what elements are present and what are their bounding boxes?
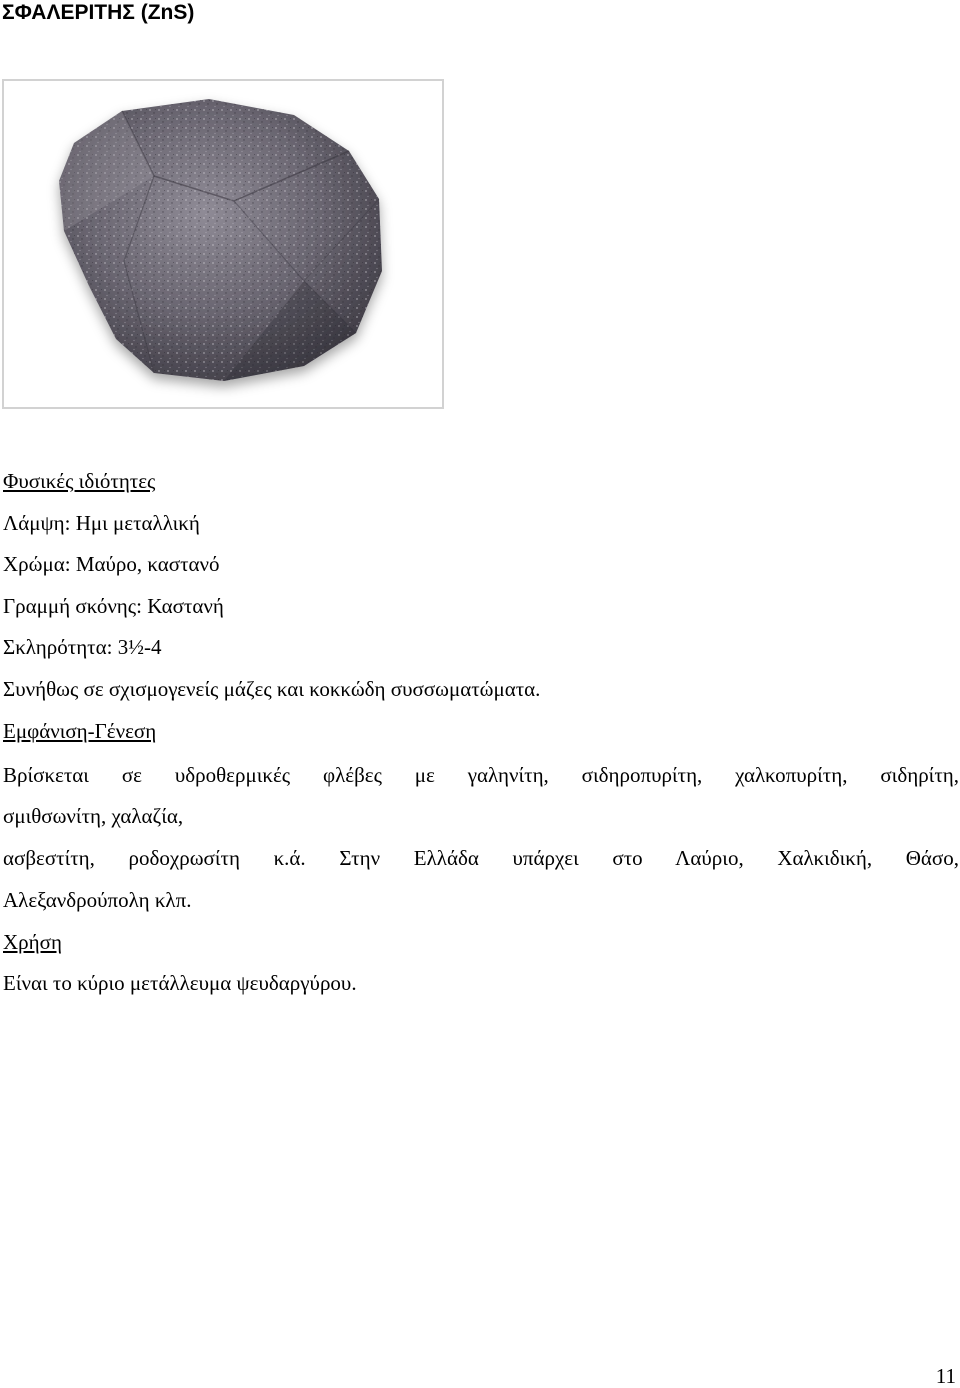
property-luster: Λάμψη: Ημι μεταλλική (3, 511, 200, 535)
section-heading-occurrence: Εμφάνιση-Γένεση (3, 719, 157, 743)
property-habit: Συνήθως σε σχισμογενείς μάζες και κοκκώδη συσσωματώματα. (3, 677, 541, 701)
page-number: 11 (935, 1364, 956, 1388)
section-heading-use: Χρήση (3, 930, 62, 954)
property-hardness: Σκληρότητα: 3½-4 (3, 635, 162, 659)
occurrence-text-line-3: ασβεστίτη, ροδοχρωσίτη κ.ά. Στην Ελλάδα υπάρχει στο Λαύριο, Χαλκιδική, Θάσο, (3, 846, 959, 870)
occurrence-text-line-1: Βρίσκεται σε υδροθερμικές φλέβες με γαληνίτη, σιδηροπυρίτη, χαλκοπυρίτη, σιδηρίτη, (3, 763, 959, 787)
occurrence-text-line-4: Αλεξανδρούπολη κλπ. (3, 888, 192, 912)
property-streak: Γραμμή σκόνης: Καστανή (3, 594, 224, 618)
page-title: ΣΦΑΛΕΡΙΤΗΣ (ZnS) (2, 1, 195, 24)
mineral-photo (2, 79, 444, 409)
property-color: Χρώμα: Μαύρο, καστανό (3, 552, 220, 576)
section-heading-physical-properties: Φυσικές ιδιότητες (3, 469, 156, 493)
sphalerite-rock-image (4, 81, 442, 407)
use-text: Είναι το κύριο μετάλλευμα ψευδαργύρου. (3, 971, 357, 995)
occurrence-text-line-2: σμιθσωνίτη, χαλαζία, (3, 804, 184, 828)
